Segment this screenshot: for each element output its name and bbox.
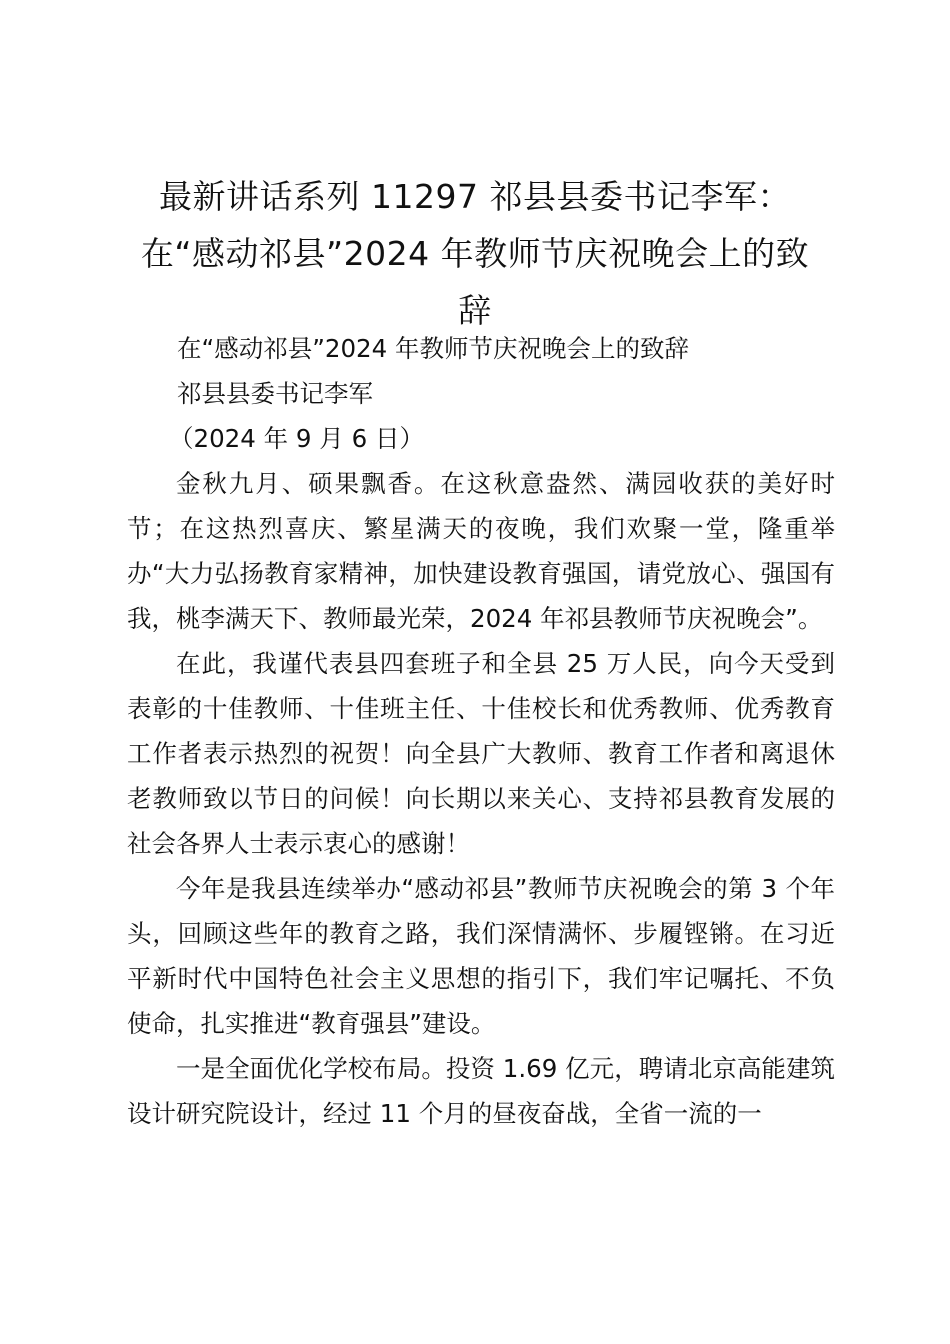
paragraph-1: 金秋九月、硕果飘香。在这秋意盎然、满园收获的美好时节；在这热烈喜庆、繁星满天的夜晚，我们欢聚一堂，隆重举办“大力弘扬教育家精神，加快建设教育强国，请党放心、强国有我，桃李满天下、教师最光荣，2024 年祁县教师节庆祝晚会”。 [127, 469, 835, 633]
title-line-2: 在“感动祁县”2024 年教师节庆祝晚会上的致 [140, 234, 810, 273]
paragraph-3: 今年是我县连续举办“感动祁县”教师节庆祝晚会的第 3 个年头，回顾这些年的教育之路，我们深情满怀、步履铿锵。在习近平新时代中国特色社会主义思想的指引下，我们牢记嘱托、不负使命，扎实推进“教育强县”建设。 [127, 874, 835, 1038]
title-line-3: 辞 [458, 291, 492, 330]
speech-subtitle: 在“感动祁县”2024 年教师节庆祝晚会上的致辞 [177, 334, 690, 363]
title-line-1: 最新讲话系列 11297 祁县县委书记李军： [159, 177, 791, 216]
document-body [127, 326, 835, 1136]
speech-date: （2024 年 9 月 6 日） [169, 424, 424, 453]
document-title [110, 168, 840, 339]
paragraph-2: 在此，我谨代表县四套班子和全县 25 万人民，向今天受到表彰的十佳教师、十佳班主任、十佳校长和优秀教师、优秀教育工作者表示热烈的祝贺！向全县广大教师、教育工作者和离退休老教师致以节日的问候！向长期以来关心、支持祁县教育发展的社会各界人士表示衷心的感谢！ [127, 649, 835, 858]
paragraph-4: 一是全面优化学校布局。投资 1.69 亿元，聘请北京高能建筑设计研究院设计，经过 11 个月的昼夜奋战，全省一流的一 [127, 1054, 835, 1128]
speech-author: 祁县县委书记李军 [177, 379, 373, 408]
